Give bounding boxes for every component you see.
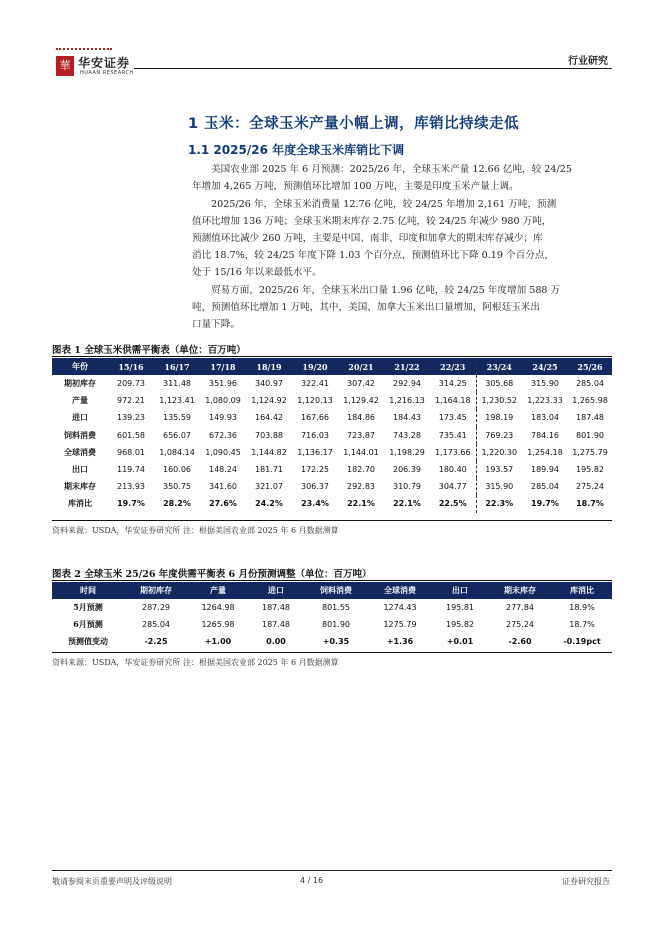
- table-cell: 213.93: [117, 482, 145, 492]
- column-header: 15/16: [108, 358, 154, 375]
- logo-name: 华安证券: [78, 56, 131, 70]
- row-label: 出口: [72, 464, 88, 475]
- table-cell: 743.28: [393, 430, 421, 440]
- table-cell: 184.43: [393, 413, 421, 423]
- table-cell: 1,144.82: [251, 447, 287, 457]
- table-cell: 1,090.45: [205, 447, 241, 457]
- table-cell: 1264.98: [201, 603, 235, 613]
- table-cell: 139.23: [117, 413, 145, 423]
- table-cell: 189.94: [531, 465, 559, 475]
- table-cell: 1,220.30: [476, 444, 522, 461]
- row-label: 全球消费: [64, 446, 96, 457]
- column-header: 19/20: [292, 358, 338, 375]
- table-cell: 148.24: [209, 465, 237, 475]
- table-cell: 181.71: [255, 465, 283, 475]
- table2-bottom-rule: [52, 652, 612, 653]
- table-cell: 315.90: [531, 379, 559, 389]
- table-cell: 1,230.52: [476, 392, 522, 409]
- table-cell: 182.70: [347, 465, 375, 475]
- row-label: 期末库存: [64, 481, 96, 492]
- table2-top-rule: [52, 580, 612, 581]
- column-header: 24/25: [522, 358, 568, 375]
- table-cell: 314.25: [438, 379, 467, 389]
- table-cell: 195.82: [576, 465, 604, 475]
- table-cell: 292.94: [393, 379, 421, 389]
- table-cell: 1274.43: [383, 603, 417, 613]
- column-header: 18/19: [246, 358, 292, 375]
- paragraph-line: 口量下降。: [192, 319, 240, 330]
- table-cell: 180.40: [438, 465, 467, 475]
- table2-title: 图表 2 全球玉米 25/26 年度供需平衡表 6 月份预测调整（单位：百万吨）: [52, 569, 372, 580]
- table-cell: 187.48: [576, 413, 604, 423]
- paragraph-line: 2025/26 年，全球玉米消费量 12.76 亿吨，较 24/25 年增加 2,161 万吨，预测: [211, 199, 557, 210]
- column-header: 库消比: [552, 582, 612, 599]
- table-cell: 1,124.92: [251, 396, 287, 406]
- table-cell: 173.45: [438, 413, 467, 423]
- header-divider: [134, 68, 612, 69]
- table-cell: 209.73: [117, 379, 145, 389]
- column-header: 期末库存: [488, 582, 552, 599]
- table-cell: 1,129.42: [343, 396, 379, 406]
- paragraph-line: 处于 15/16 年以来最低水平。: [192, 267, 322, 278]
- paragraph-production: [192, 161, 611, 195]
- table-cell: 735.41: [438, 430, 467, 440]
- table-cell: 1,080.09: [205, 396, 241, 406]
- column-header: 22/23: [430, 358, 476, 375]
- table-cell: 195.81: [446, 603, 474, 613]
- subsection-heading: 1.1 2025/26 年度全球玉米库销比下调: [188, 143, 405, 157]
- row-label: 期初库存: [64, 378, 96, 389]
- table-cell: 1,173.66: [434, 447, 471, 457]
- table-row: [52, 633, 612, 650]
- table-cell: 24.2%: [255, 499, 283, 509]
- column-header: 25/26: [568, 358, 612, 375]
- table1-top-rule: [52, 356, 612, 357]
- row-label: 库消比: [68, 498, 92, 509]
- table-cell: 275.24: [506, 620, 534, 630]
- table-cell: 601.58: [117, 430, 145, 440]
- column-header: 21/22: [384, 358, 430, 375]
- column-header: 23/24: [476, 358, 522, 375]
- table-cell: 135.59: [163, 413, 191, 423]
- table-cell: 311.48: [163, 379, 191, 389]
- table-cell: 1,144.01: [343, 447, 379, 457]
- table-cell: 315.90: [476, 478, 522, 495]
- report-type: 行业研究: [568, 56, 608, 67]
- paragraph-line: 吨，预测值环比增加 1 万吨，其中，美国、加拿大玉米出口量增加，阿根廷玉米出: [192, 302, 540, 313]
- table-cell: 172.25: [301, 465, 329, 475]
- table2-source: 资料来源：USDA，华安证券研究所 注：根据美国农业部 2025 年 6 月数据测算: [52, 658, 339, 667]
- table-cell: 306.37: [301, 482, 329, 492]
- table-cell: +0.35: [322, 637, 350, 647]
- table-cell: 350.75: [163, 482, 191, 492]
- table-cell: 1,265.98: [572, 396, 608, 406]
- column-header: 期初库存: [124, 582, 188, 599]
- table-cell: 1,164.18: [434, 396, 471, 406]
- table-cell: 187.48: [262, 620, 290, 630]
- page-number: 4 / 16: [300, 876, 324, 885]
- table-cell: 285.04: [531, 482, 559, 492]
- table-row: [52, 375, 612, 392]
- table-cell: 968.01: [117, 447, 145, 457]
- table-cell: 1,223.33: [527, 396, 563, 406]
- table-header-row: [52, 582, 612, 599]
- table-cell: +1.00: [204, 637, 232, 647]
- paragraph-line: 预测值环比减少 260 万吨，主要是中国、南非、印度和加拿大的期末库存减少；库: [192, 233, 543, 244]
- row-label: 产量: [72, 395, 88, 406]
- table-row: [52, 616, 612, 633]
- table-cell: 322.41: [301, 379, 329, 389]
- table-cell: 1,275.79: [572, 447, 608, 457]
- table-cell: 1,120.13: [297, 396, 333, 406]
- paragraph-trade: [192, 282, 611, 333]
- table-cell: 198.19: [476, 409, 522, 426]
- table-cell: 18.9%: [569, 603, 595, 613]
- table-cell: 801.55: [322, 603, 350, 613]
- table-cell: 716.03: [301, 430, 329, 440]
- table-cell: 656.07: [163, 430, 191, 440]
- table-cell: 167.66: [301, 413, 329, 423]
- paragraph-line: 贸易方面，2025/26 年，全球玉米出口量 1.96 亿吨，较 24/25 年度增加 588 万: [211, 285, 561, 296]
- table-cell: 340.97: [255, 379, 283, 389]
- june-adjustment-table: [52, 582, 612, 651]
- table-cell: 784.16: [531, 430, 559, 440]
- header-decoration: [56, 48, 112, 52]
- table-cell: 195.82: [446, 620, 474, 630]
- logo-english: HUAAN RESEARCH: [80, 70, 134, 76]
- paragraph-consumption: [192, 196, 611, 281]
- table-cell: -2.25: [144, 637, 168, 647]
- table-cell: 672.36: [209, 430, 237, 440]
- section-heading: 1 玉米：全球玉米产量小幅上调，库销比持续走低: [188, 116, 520, 132]
- table-cell: 285.04: [576, 379, 604, 389]
- company-logo-icon: 華: [56, 56, 74, 76]
- table-cell: 277.84: [506, 603, 534, 613]
- table-cell: 28.2%: [163, 499, 191, 509]
- table-row: [52, 495, 612, 512]
- table1-title: 图表 1 全球玉米供需平衡表（单位：百万吨）: [52, 345, 246, 356]
- table-cell: 305.68: [476, 375, 522, 392]
- table-cell: 193.57: [476, 461, 522, 478]
- table-cell: 304.77: [438, 482, 467, 492]
- table-cell: 27.6%: [209, 499, 237, 509]
- supply-demand-table: [52, 358, 612, 513]
- table-cell: 801.90: [576, 430, 604, 440]
- table-cell: 801.90: [322, 620, 350, 630]
- table-row: [52, 478, 612, 495]
- footer-divider: [52, 870, 612, 871]
- table-cell: 206.39: [393, 465, 421, 475]
- table1-bottom-rule: [52, 520, 612, 521]
- table-cell: 1,136.17: [297, 447, 333, 457]
- table-cell: 187.48: [262, 603, 290, 613]
- row-label: 进口: [72, 412, 88, 423]
- paragraph-line: 值环比增加 136 万吨；全球玉米期末库存 2.75 亿吨，较 24/25 年减少 980 万吨，: [192, 216, 552, 227]
- column-header: 全球消费: [368, 582, 432, 599]
- table-cell: 22.5%: [438, 499, 467, 509]
- disclaimer-note: 敬请参阅末页重要声明及评级说明: [52, 877, 172, 886]
- table-cell: 341.60: [209, 482, 237, 492]
- table-cell: 164.42: [255, 413, 283, 423]
- table-row: [52, 427, 612, 444]
- table-cell: 149.93: [209, 413, 237, 423]
- row-label: 6月预测: [73, 619, 103, 630]
- table-cell: 22.1%: [347, 499, 375, 509]
- row-label: 5月预测: [73, 602, 103, 613]
- table-row: [52, 461, 612, 478]
- table-cell: 1,216.13: [389, 396, 425, 406]
- paragraph-line: 消比 18.7%，较 24/25 年度下降 1.03 个百分点，预测值环比下降 0.19 个百分点，: [192, 250, 555, 261]
- table-row: [52, 392, 612, 409]
- column-header: 年份: [52, 358, 108, 375]
- table1-source: 资料来源：USDA，华安证券研究所 注：根据美国农业部 2025 年 6 月数据测算: [52, 526, 339, 535]
- table-cell: 703.88: [255, 430, 283, 440]
- table-cell: 183.04: [531, 413, 559, 423]
- table-cell: 275.24: [576, 482, 604, 492]
- table-cell: 160.06: [163, 465, 191, 475]
- table-cell: 19.7%: [117, 499, 145, 509]
- table-cell: 18.7%: [569, 620, 595, 630]
- column-header: 时间: [52, 582, 124, 599]
- column-header: 出口: [432, 582, 488, 599]
- page-header: [0, 0, 662, 80]
- table-cell: 1,198.29: [389, 447, 425, 457]
- table-cell: 184.86: [347, 413, 375, 423]
- table-row: [52, 444, 612, 461]
- table-cell: 285.04: [142, 620, 170, 630]
- table-cell: -0.19pct: [563, 637, 601, 647]
- column-header: 17/18: [200, 358, 246, 375]
- table-cell: +1.36: [386, 637, 414, 647]
- table-cell: 18.7%: [576, 499, 604, 509]
- column-header: 饲料消费: [304, 582, 368, 599]
- row-label: 预测值变动: [68, 636, 108, 647]
- table-cell: 1,254.18: [527, 447, 563, 457]
- table-cell: 321.07: [255, 482, 283, 492]
- table-cell: +0.01: [446, 637, 474, 647]
- table-cell: 22.1%: [393, 499, 421, 509]
- column-header: 进口: [248, 582, 304, 599]
- table-cell: 23.4%: [301, 499, 329, 509]
- table-cell: 351.96: [209, 379, 237, 389]
- column-header: 16/17: [154, 358, 200, 375]
- table-cell: 22.3%: [476, 495, 522, 512]
- table-cell: 19.7%: [531, 499, 559, 509]
- table-cell: 292.83: [347, 482, 375, 492]
- table-cell: 769.23: [476, 427, 522, 444]
- table-row: [52, 599, 612, 616]
- table-cell: -2.60: [508, 637, 532, 647]
- paragraph-line: 美国农业部 2025 年 6 月预测：2025/26 年，全球玉米产量 12.66 亿吨，较 24/25: [211, 164, 572, 175]
- table-header-row: [52, 358, 612, 375]
- table-cell: 119.74: [117, 465, 145, 475]
- table-cell: 1275.79: [383, 620, 417, 630]
- table-cell: 723.87: [347, 430, 375, 440]
- table-cell: 310.79: [393, 482, 421, 492]
- table-cell: 1265.98: [201, 620, 235, 630]
- table-row: [52, 409, 612, 426]
- table-cell: 972.21: [117, 396, 145, 406]
- table-cell: 287.29: [142, 603, 170, 613]
- table-cell: 1,123.41: [159, 396, 195, 406]
- row-label: 饲料消费: [64, 429, 96, 440]
- report-label: 证券研究报告: [562, 877, 610, 886]
- paragraph-line: 年增加 4,265 万吨，预测值环比增加 100 万吨，主要是印度玉米产量上调。: [192, 181, 519, 192]
- table-cell: 0.00: [266, 637, 286, 647]
- column-header: 产量: [188, 582, 248, 599]
- table-cell: 1,084.14: [159, 447, 195, 457]
- table-cell: 307.42: [347, 379, 375, 389]
- column-header: 20/21: [338, 358, 384, 375]
